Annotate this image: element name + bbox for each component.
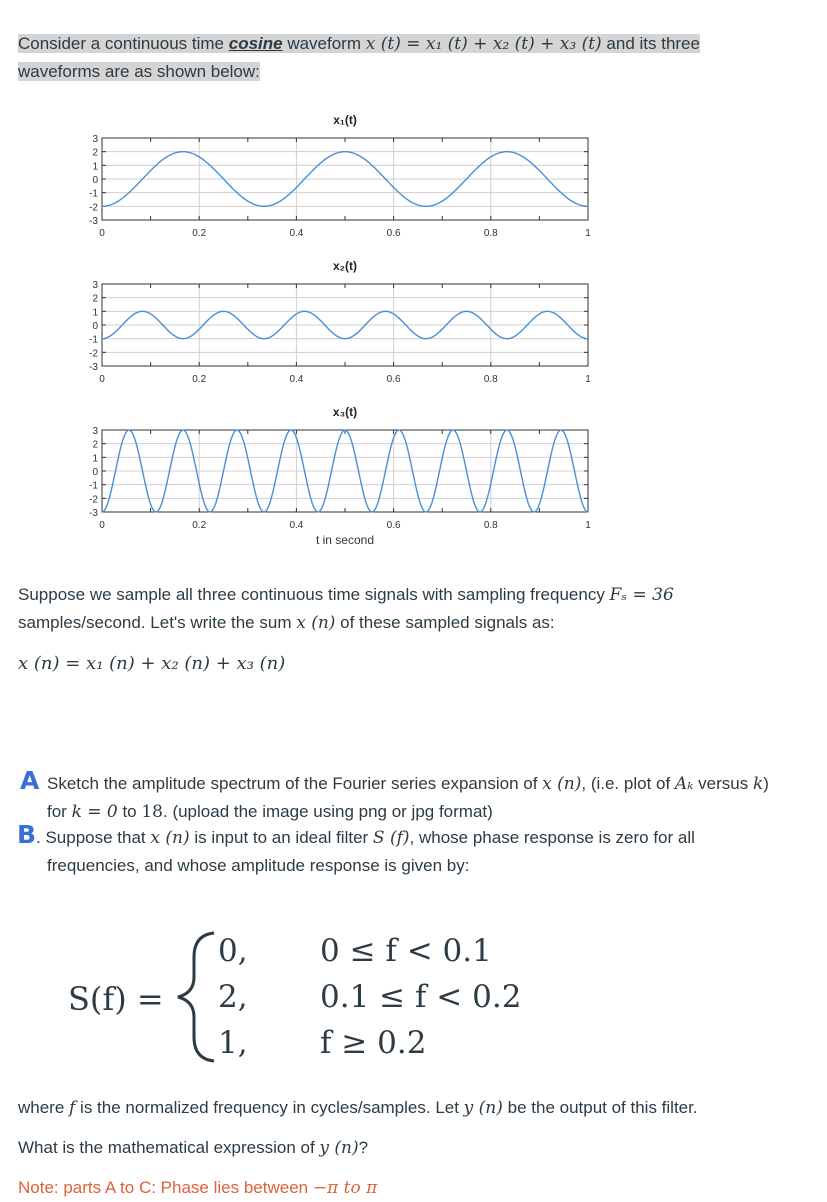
question-a-line: versus bbox=[693, 774, 753, 793]
sampling-text: samples/second. Let's write the sum bbox=[18, 613, 297, 632]
y-tick-label: -3 bbox=[89, 508, 98, 519]
where-text: be the output of this filter. bbox=[502, 1098, 698, 1117]
question-b-label: B bbox=[17, 820, 37, 849]
plot-title: x₂(t) bbox=[333, 259, 357, 273]
question-a-line: . (upload the image using png or jpg format) bbox=[163, 802, 493, 821]
question-b-line: is input to an ideal filter bbox=[189, 828, 373, 847]
question-b-line: . Suppose that bbox=[36, 828, 151, 847]
sampling-text: Suppose we sample all three continuous time signals with sampling frequency bbox=[18, 585, 610, 604]
filter-cond-0: 0 ≤ f < 0.1 bbox=[320, 933, 492, 969]
intro-paragraph bbox=[18, 30, 748, 86]
y-tick-label: -1 bbox=[89, 334, 98, 346]
y-tick-label: -2 bbox=[89, 494, 98, 506]
plot-x2-svg bbox=[80, 258, 600, 388]
intro-line1 bbox=[18, 34, 700, 53]
filter-lhs: S(f) = bbox=[68, 980, 164, 1018]
yn-symbol: y (n) bbox=[319, 1138, 359, 1158]
plot-x3 bbox=[80, 404, 600, 559]
waveform-equation: x (t) = x₁ (t) + x₂ (t) + x₃ (t) bbox=[365, 34, 602, 54]
question-a-label: A bbox=[20, 766, 40, 795]
question-a-line: to bbox=[117, 802, 142, 821]
y-tick-label: 3 bbox=[92, 134, 98, 145]
intro-text: waveform bbox=[282, 34, 366, 53]
question-a-line: Sketch the amplitude spectrum of the Fourier series expansion of bbox=[47, 774, 543, 793]
what-text: ? bbox=[358, 1138, 369, 1157]
x-tick-label: 0.2 bbox=[192, 520, 207, 531]
y-tick-label: 2 bbox=[92, 439, 98, 451]
question-b-line: frequencies, and whose amplitude response is given by: bbox=[47, 856, 470, 875]
y-tick-label: 1 bbox=[92, 453, 98, 465]
x-tick-label: 0.4 bbox=[289, 374, 304, 385]
xn-symbol: x (n) bbox=[296, 613, 336, 633]
question-b-text bbox=[36, 824, 816, 879]
plot-x1-svg bbox=[80, 112, 600, 242]
y-tick-label: -3 bbox=[89, 216, 98, 227]
y-tick-label: -1 bbox=[89, 480, 98, 492]
intro-line2: waveforms are as shown below: bbox=[18, 62, 260, 81]
x-tick-label: 0.8 bbox=[483, 520, 498, 531]
y-tick-label: 2 bbox=[92, 147, 98, 159]
x-tick-label: 1 bbox=[585, 374, 591, 385]
brace bbox=[178, 933, 214, 1061]
filter-value-2: 1, bbox=[218, 1025, 248, 1061]
where-line bbox=[18, 1094, 818, 1122]
x-tick-label: 0.2 bbox=[192, 228, 207, 239]
what-line bbox=[18, 1134, 368, 1162]
question-a-text bbox=[47, 770, 817, 826]
intro-text: Consider a continuous time bbox=[18, 34, 229, 53]
x-tick-label: 1 bbox=[585, 520, 591, 531]
x-tick-label: 0 bbox=[99, 228, 105, 239]
y-tick-label: 0 bbox=[92, 175, 98, 186]
y-tick-label: 3 bbox=[92, 280, 98, 291]
filter-svg bbox=[68, 925, 588, 1065]
y-tick-label: -1 bbox=[89, 188, 98, 200]
x-tick-label: 0.6 bbox=[386, 520, 401, 531]
x-tick-label: 0.8 bbox=[483, 228, 498, 239]
x-tick-label: 0 bbox=[99, 374, 105, 385]
yn-symbol: y (n) bbox=[463, 1098, 503, 1118]
x-axis-label: t in second bbox=[315, 533, 375, 547]
f-symbol: f bbox=[69, 1098, 76, 1118]
x-tick-label: 0.4 bbox=[289, 520, 304, 531]
note-text: Note: parts A to C: Phase lies between bbox=[18, 1178, 313, 1197]
k-max: 18 bbox=[141, 802, 163, 822]
y-tick-label: 1 bbox=[92, 307, 98, 319]
plot-title: x₁(t) bbox=[333, 113, 357, 127]
x-tick-label: 0.4 bbox=[289, 228, 304, 239]
x-tick-label: 0.8 bbox=[483, 374, 498, 385]
phase-range: −π to π bbox=[312, 1178, 378, 1198]
y-tick-label: -2 bbox=[89, 348, 98, 360]
k-symbol: k bbox=[752, 774, 764, 794]
fs-equation: Fₛ = 36 bbox=[609, 585, 674, 605]
where-text: where bbox=[18, 1098, 70, 1117]
what-text: What is the mathematical expression of bbox=[18, 1138, 320, 1157]
question-a-line: ) bbox=[763, 774, 769, 793]
plot-x2 bbox=[80, 258, 600, 393]
filter-definition bbox=[68, 925, 588, 1065]
filter-value-1: 2, bbox=[218, 979, 248, 1015]
y-tick-label: 0 bbox=[92, 467, 98, 478]
y-tick-label: 3 bbox=[92, 426, 98, 437]
filter-value-0: 0, bbox=[218, 933, 248, 969]
sampling-text: of these sampled signals as: bbox=[335, 613, 555, 632]
cosine-word: cosine bbox=[228, 34, 283, 53]
question-b-line: , whose phase response is zero for all bbox=[409, 828, 695, 847]
plot-x1 bbox=[80, 112, 600, 247]
y-tick-label: 0 bbox=[92, 321, 98, 332]
where-text: is the normalized frequency in cycles/samples. Let bbox=[75, 1098, 464, 1117]
plot-x3-svg bbox=[80, 404, 600, 554]
xn-symbol: x (n) bbox=[150, 828, 190, 848]
question-a-line: for bbox=[47, 802, 72, 821]
sampling-paragraph bbox=[18, 581, 798, 637]
intro-text: and its three bbox=[601, 34, 700, 53]
y-tick-label: -3 bbox=[89, 362, 98, 373]
x-tick-label: 0.6 bbox=[386, 374, 401, 385]
filter-cond-1: 0.1 ≤ f < 0.2 bbox=[320, 979, 522, 1015]
sum-equation: x (n) = x₁ (n) + x₂ (n) + x₃ (n) bbox=[18, 653, 286, 674]
x-tick-label: 0.2 bbox=[192, 374, 207, 385]
ak-symbol: Aₖ bbox=[674, 774, 694, 794]
x-tick-label: 1 bbox=[585, 228, 591, 239]
y-tick-label: -2 bbox=[89, 202, 98, 214]
y-tick-label: 2 bbox=[92, 293, 98, 305]
k-range: k = 0 bbox=[71, 802, 118, 822]
xn-symbol: x (n) bbox=[542, 774, 582, 794]
sf-symbol: S (f) bbox=[372, 828, 410, 848]
plot-title: x₃(t) bbox=[332, 405, 358, 419]
y-tick-label: 1 bbox=[92, 161, 98, 173]
x-tick-label: 0.6 bbox=[386, 228, 401, 239]
question-a-line: , (i.e. plot of bbox=[581, 774, 675, 793]
note-line bbox=[18, 1174, 377, 1202]
x-tick-label: 0 bbox=[99, 520, 105, 531]
filter-cond-2: f ≥ 0.2 bbox=[320, 1025, 427, 1061]
